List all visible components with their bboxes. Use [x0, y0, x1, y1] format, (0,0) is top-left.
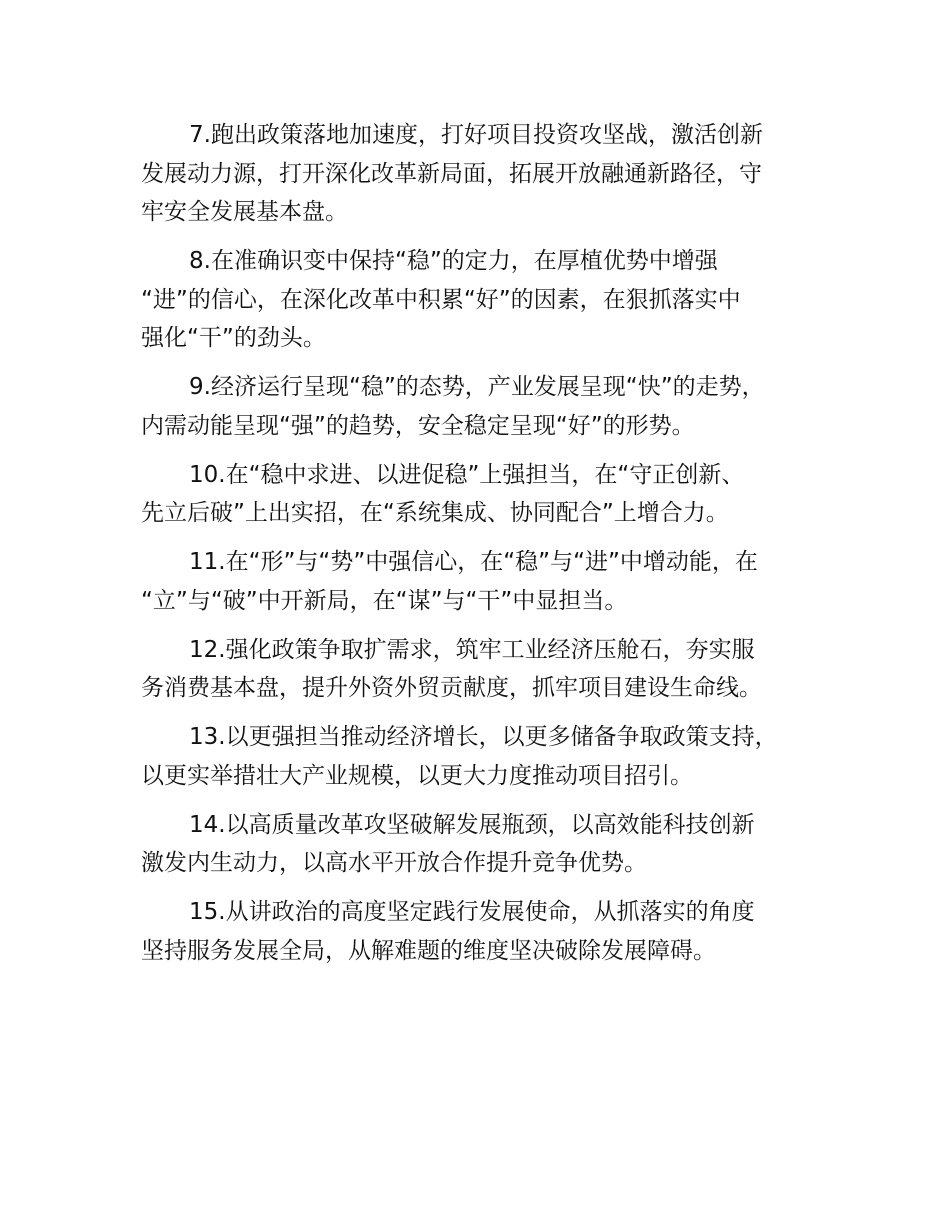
document-body — [141, 116, 837, 981]
paragraph-7 — [141, 116, 837, 232]
paragraph-13 — [141, 718, 837, 795]
paragraph-line: 12.强化政策争取扩需求，筑牢工业经济压舱石，夯实服 — [189, 636, 755, 663]
paragraph-line: 9.经济运行呈现“稳”的态势，产业发展呈现“快”的走势， — [189, 374, 765, 400]
paragraph-line: 14.以高质量改革攻坚破解发展瓶颈，以高效能科技创新 — [189, 811, 755, 838]
paragraph-line: 强化“干”的劲头。 — [141, 325, 326, 351]
paragraph-line: 务消费基本盘，提升外资外贸贡献度，抓牢项目建设生命线。 — [141, 675, 762, 701]
paragraph-11 — [141, 543, 837, 620]
paragraph-line: 牢安全发展基本盘。 — [141, 199, 348, 225]
paragraph-line: “进”的信心，在深化改革中积累“好”的因素，在狠抓落实中 — [141, 286, 741, 313]
paragraph-line: 15.从讲政治的高度坚定践行发展使命，从抓落实的角度 — [189, 899, 755, 925]
paragraph-line: 坚持服务发展全局，从解难题的维度坚决破除发展障碍。 — [141, 937, 716, 964]
paragraph-line: 8.在准确识变中保持“稳”的定力，在厚植优势中增强 — [189, 248, 718, 274]
paragraph-10 — [141, 456, 837, 533]
paragraph-9 — [141, 368, 837, 445]
paragraph-15 — [141, 893, 837, 970]
paragraph-8 — [141, 242, 837, 358]
paragraph-14 — [141, 806, 837, 883]
paragraph-line: 7.跑出政策落地加速度，打好项目投资攻坚战，激活创新 — [189, 122, 763, 148]
paragraph-12 — [141, 631, 837, 708]
paragraph-line: 11.在“形”与“势”中强信心，在“稳”与“进”中增动能，在 — [189, 549, 758, 575]
paragraph-line: 以更实举措壮大产业规模，以更大力度推动项目招引。 — [141, 762, 693, 789]
paragraph-line: 激发内生动力，以高水平开放合作提升竞争优势。 — [141, 850, 647, 876]
paragraph-line: 先立后破”上出实招，在“系统集成、协同配合”上增合力。 — [141, 500, 729, 526]
paragraph-line: 10.在“稳中求进、以进促稳”上强担当，在“守正创新、 — [189, 461, 745, 488]
paragraph-line: 内需动能呈现“强”的趋势，安全稳定呈现“好”的形势。 — [141, 412, 695, 439]
paragraph-line: 发展动力源，打开深化改革新局面，拓展开放融通新路径，守 — [141, 160, 762, 187]
paragraph-line: 13.以更强担当推动经济增长，以更多储备争取政策支持， — [189, 724, 778, 750]
paragraph-line: “立”与“破”中开新局，在“谋”与“干”中显担当。 — [141, 587, 628, 614]
